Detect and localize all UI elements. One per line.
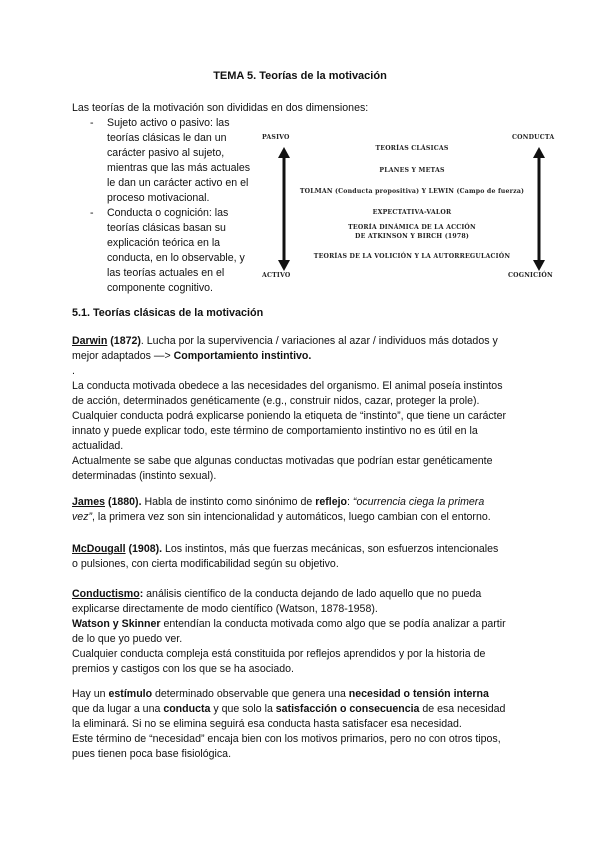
right-double-arrow — [532, 147, 546, 271]
diagram-label: TEORÍAS CLÁSICAS — [375, 145, 449, 152]
james-paragraph: James (1880). Habla de instinto como sinónimo de reflejo: “ocurrencia ciega la primera vez”, la primera vez son sin intencionalidad y automáticos, luego cambian con el entorno. — [72, 496, 491, 523]
james-name: James — [72, 496, 105, 508]
section-title: 5.1. Teorías clásicas de la motivación — [72, 307, 264, 319]
diagram-label: DE ATKINSON Y BIRCH (1978) — [355, 233, 469, 240]
mcdougall-paragraph: McDougall (1908). Los instintos, más que fuerzas mecánicas, son esfuerzos intencionales o pulsiones, con cierta modificabilidad según su objetivo. — [72, 543, 499, 570]
stimulus-paragraph: Hay un estímulo determinado observable que genera una necesidad o tensión interna que da lugar a una conducta y que solo la satisfacción o consecuencia de esa necesidad la eliminará. Si no se elimina seguirá esa conducta hasta satisfacer esa necesidad. Este término de “necesidad” encaja bien con los motivos primarios, pero no con otros tipos, pues tienen poca base fisiológica. — [72, 688, 506, 760]
left-double-arrow — [277, 147, 291, 271]
label-cognicion: COGNICIÓN — [508, 272, 553, 279]
page-title: TEMA 5. Teorías de la motivación — [213, 70, 387, 82]
motivation-dimensions-diagram — [262, 131, 562, 283]
conductismo-paragraph: Conductismo: análisis científico de la conducta dejando de lado aquello que no pueda explicarse directamente de modo científico (Watson, 1878-1958). Watson y Skinner entendían la conducta motivada como algo que se podía analizar a partir de lo que yo puedo ver. Cualquier conducta compleja está constituida por reflejos aprendidos y por la historia de premios y castigos con los que se ha asociado. — [72, 588, 506, 675]
mcdougall-name: McDougall — [72, 543, 126, 555]
dimension-list — [72, 116, 272, 296]
darwin-paragraph: Darwin (1872). Lucha por la supervivencia / variaciones al azar / individuos más dotados y mejor adaptados —> Comportamiento instintivo. . La conducta motivada obedece a las necesidades del organismo. El animal poseía instintos de acción, determinados genéticamente (e.g., construir nidos, cazar, proteger la prole). Cualquier conducta podrá explicarse poniendo la etiqueta de “instinto”, que tiene un carácter innato y puede explicar todo, este término de comportamiento instintivo no es útil en la actualidad. Actualmente se sabe que algunas conductas motivadas que podrían estar genéticamente determinadas (instinto sexual). — [72, 335, 507, 482]
label-pasivo: PASIVO — [262, 134, 290, 141]
diagram-label: TOLMAN (Conducta propositiva) Y LEWIN (Campo de fuerza) — [299, 188, 525, 195]
diagram-label: TEORÍAS DE LA VOLICIÓN Y LA AUTORREGULACIÓN — [313, 253, 511, 260]
diagram-label: EXPECTATIVA-VALOR — [372, 209, 452, 216]
label-conducta: CONDUCTA — [512, 134, 555, 141]
diagram-label: TEORÍA DINÁMICA DE LA ACCIÓN — [348, 224, 476, 231]
list-item: - Sujeto activo o pasivo: las teorías clásicas le dan un carácter pasivo al sujeto, mientras que las más actuales le dan un carácter activo en el proceso motivacional. — [90, 117, 251, 204]
diagram-label: PLANES Y METAS — [379, 167, 445, 174]
list-item: - Conducta o cognición: las teorías clásicas basan su explicación teórica en la conducta, en lo observable, y las teorías actuales en el componente cognitivo. — [90, 207, 245, 294]
label-activo: ACTIVO — [262, 272, 291, 279]
darwin-name: Darwin — [72, 335, 108, 347]
conductismo-name: Conductismo — [72, 588, 140, 600]
intro-text: Las teorías de la motivación son divididas en dos dimensiones: — [72, 102, 369, 114]
